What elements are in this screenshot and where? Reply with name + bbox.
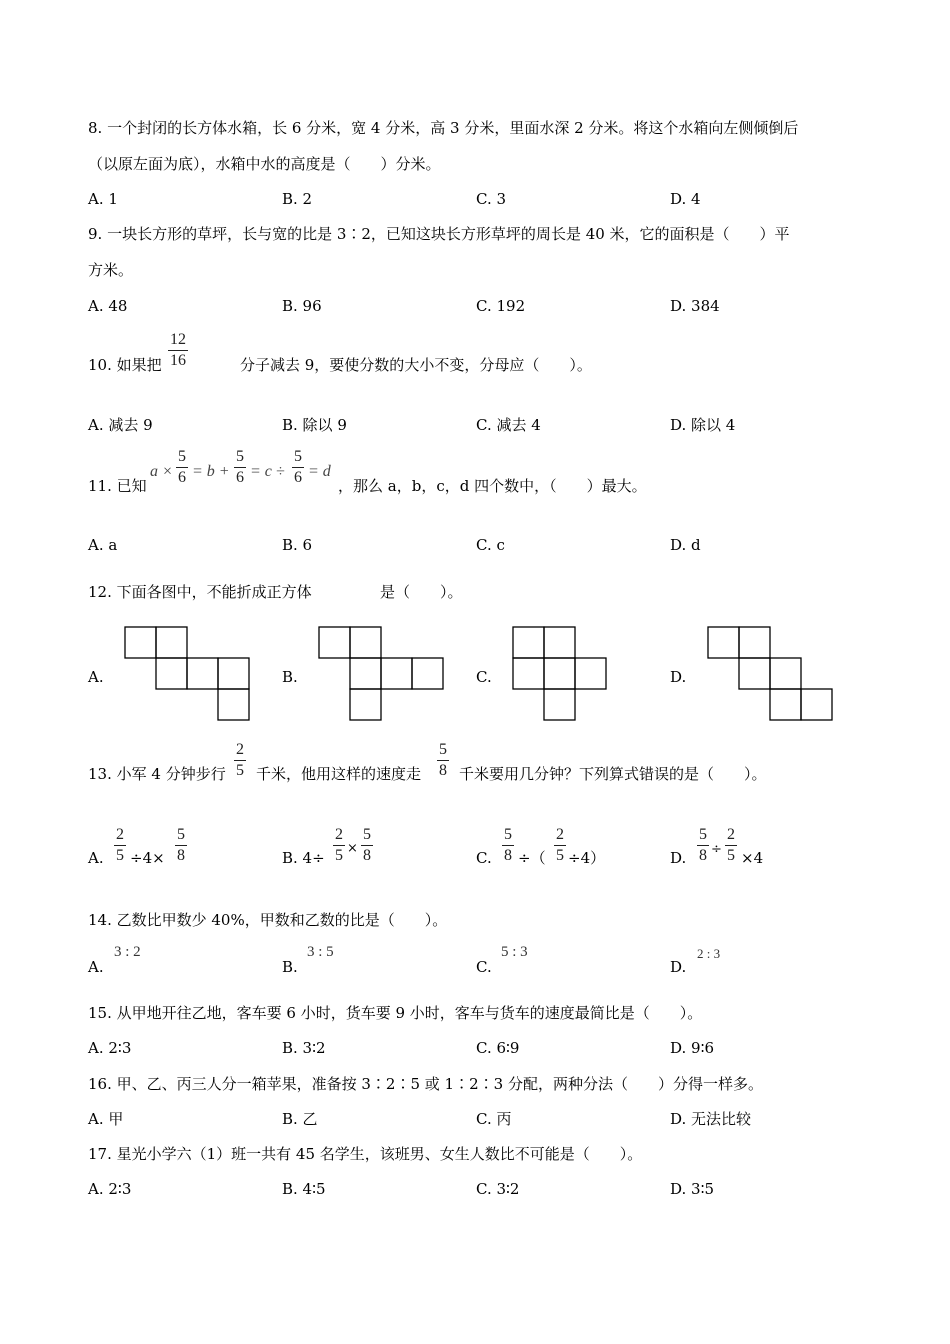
q13-option-c-frac1 [502, 826, 514, 865]
q13-a-f1-den: 5 [116, 847, 124, 864]
q13-a-f2-den: 8 [177, 847, 185, 864]
q9-option-c[interactable]: C. 192 [476, 297, 526, 315]
q13-a-f2-num: 5 [177, 826, 185, 843]
q10-option-b[interactable]: B. 除以 9 [282, 416, 347, 434]
q10-option-a[interactable]: A. 减去 9 [88, 416, 153, 434]
q14-option-a-ratio: 3 : 2 [114, 944, 141, 960]
q13-a-f1-num: 2 [116, 826, 124, 843]
q11-suffix: ，那么 a，b，c，d 四个数中，（ ）最大。 [338, 477, 647, 495]
q13-option-d-op: ÷ [711, 842, 722, 857]
q9-option-a[interactable]: A. 48 [88, 297, 128, 315]
q12-net-d[interactable] [703, 622, 837, 726]
q11-option-b[interactable]: B. 6 [282, 536, 313, 554]
q11-eq-b: = b + [192, 463, 230, 480]
q11-option-d[interactable]: D. d [670, 536, 701, 554]
q11-prefix: 11. 已知 [88, 477, 147, 495]
q17-option-c[interactable]: C. 3∶2 [476, 1180, 520, 1198]
q11-option-c[interactable]: C. c [476, 536, 505, 554]
q10-fraction [168, 331, 188, 370]
q13-option-c-frac2 [554, 826, 566, 865]
q11-fraction-2-numerator: 5 [236, 448, 244, 465]
q12-question-end: 是（ ）。 [380, 583, 463, 601]
q13-prefix: 13. 小军 4 分钟步行 [88, 765, 226, 783]
q12-label-a[interactable]: A. [88, 668, 104, 686]
q11-fraction-1-numerator: 5 [178, 448, 186, 465]
q17-option-a[interactable]: A. 2∶3 [88, 1180, 132, 1198]
q11-eq-a: a × [150, 463, 173, 480]
q12-net-c[interactable] [508, 622, 612, 726]
q13-option-d-label: D. [670, 849, 687, 867]
q13-option-a-frac2 [175, 826, 187, 865]
q15-option-d[interactable]: D. 9∶6 [670, 1039, 715, 1057]
q17-question: 17. 星光小学六（1）班一共有 45 名学生，该班男、女生人数比不可能是（ ）。 [88, 1145, 643, 1163]
q11-eq-c: = c ÷ [250, 463, 285, 480]
q13-b-f1-num: 2 [335, 826, 343, 843]
q11-fraction-1-denominator: 6 [178, 469, 186, 486]
q10-fraction-denominator: 16 [170, 352, 186, 369]
q16-question: 16. 甲、乙、丙三人分一箱苹果，准备按 3∶2∶5 或 1∶2∶3 分配，两种分法（ ）分得一样多。 [88, 1075, 763, 1093]
q13-d-f1-den: 8 [699, 847, 707, 864]
q14-option-b-ratio: 3 : 5 [307, 944, 334, 960]
q13-fraction-2-denominator: 8 [439, 762, 447, 779]
q13-d-f2-den: 5 [727, 847, 735, 864]
q13-option-d-frac2 [725, 826, 737, 865]
q14-option-a-label: A. [88, 958, 104, 976]
q13-fraction-2 [437, 741, 449, 780]
q9-line1: 9. 一块长方形的草坪，长与宽的比是 3∶2，已知这块长方形草坪的周长是 40 米，它的面积是（ ）平 [88, 225, 790, 243]
q10-option-c[interactable]: C. 减去 4 [476, 416, 541, 434]
q13-option-d-frac1 [697, 826, 709, 865]
q15-option-a[interactable]: A. 2∶3 [88, 1039, 132, 1057]
q11-fraction-3-denominator: 6 [294, 469, 302, 486]
q12-question: 12. 下面各图中，不能折成正方体 [88, 583, 312, 601]
q11-fraction-1 [176, 448, 188, 487]
q15-option-c[interactable]: C. 6∶9 [476, 1039, 520, 1057]
q10-prefix: 10. 如果把 [88, 356, 162, 374]
q13-fraction-1-numerator: 2 [236, 741, 244, 758]
q16-option-b[interactable]: B. 乙 [282, 1110, 318, 1128]
q9-line2: 方米。 [88, 261, 134, 279]
q13-c-f1-num: 5 [504, 826, 512, 843]
q14-option-d-ratio: 2 : 3 [697, 946, 721, 961]
q11-fraction-2-denominator: 6 [236, 469, 244, 486]
q13-c-f2-num: 2 [556, 826, 564, 843]
q14-option-d-label: D. [670, 958, 687, 976]
q8-option-b[interactable]: B. 2 [282, 190, 313, 208]
q13-option-b-label: B. 4÷ [282, 849, 325, 867]
q8-option-c[interactable]: C. 3 [476, 190, 507, 208]
q13-option-c-ops: ÷（ [518, 849, 546, 867]
q16-option-c[interactable]: C. 丙 [476, 1110, 512, 1128]
q13-b-f2-den: 8 [363, 847, 371, 864]
q13-c-f2-den: 5 [556, 847, 564, 864]
q12-net-a[interactable] [120, 622, 254, 726]
q15-option-b[interactable]: B. 3∶2 [282, 1039, 326, 1057]
q11-option-a[interactable]: A. a [88, 536, 118, 554]
q11-fraction-2 [234, 448, 246, 487]
q13-mid: 千米，他用这样的速度走 [256, 765, 422, 783]
q14-option-b-label: B. [282, 958, 298, 976]
q13-fraction-1-denominator: 5 [236, 762, 244, 779]
q12-label-d[interactable]: D. [670, 668, 687, 686]
q13-option-a-label: A. [88, 849, 104, 867]
q13-option-b-frac1 [333, 826, 345, 865]
q8-line1: 8. 一个封闭的长方体水箱，长 6 分米，宽 4 分米，高 3 分米，里面水深 2 分米。将这个水箱向左侧倾倒后 [88, 119, 799, 137]
q13-option-a-frac1 [114, 826, 126, 865]
q12-label-c[interactable]: C. [476, 668, 492, 686]
q15-question: 15. 从甲地开往乙地，客车要 6 小时，货车要 9 小时，客车与货车的速度最简比是（ ）。 [88, 1004, 703, 1022]
q13-d-f1-num: 5 [699, 826, 707, 843]
q11-eq-d: = d [308, 463, 331, 480]
q16-option-d[interactable]: D. 无法比较 [670, 1110, 752, 1128]
q8-option-a[interactable]: A. 1 [88, 190, 118, 208]
q17-option-b[interactable]: B. 4∶5 [282, 1180, 326, 1198]
q14-option-c-ratio: 5 : 3 [501, 944, 528, 960]
q11-fraction-3 [292, 448, 304, 487]
q9-option-b[interactable]: B. 96 [282, 297, 322, 315]
q13-option-d-tail: ×4 [741, 849, 764, 867]
q13-option-c-tail: ÷4） [568, 849, 606, 867]
q11-fraction-3-numerator: 5 [294, 448, 302, 465]
q13-b-f1-den: 5 [335, 847, 343, 864]
q10-fraction-numerator: 12 [170, 331, 186, 348]
q8-option-d[interactable]: D. 4 [670, 190, 701, 208]
q10-option-d[interactable]: D. 除以 4 [670, 416, 736, 434]
q13-option-b-op: × [347, 841, 358, 856]
q13-fraction-2-numerator: 5 [439, 741, 447, 758]
q13-b-f2-num: 5 [363, 826, 371, 843]
q10-suffix: 分子减去 9，要使分数的大小不变，分母应（ ）。 [240, 356, 592, 374]
q17-option-d[interactable]: D. 3∶5 [670, 1180, 715, 1198]
q13-d-f2-num: 2 [727, 826, 735, 843]
q14-question: 14. 乙数比甲数少 40%，甲数和乙数的比是（ ）。 [88, 911, 448, 929]
q16-option-a[interactable]: A. 甲 [88, 1110, 124, 1128]
q13-option-a-ops: ÷4× [130, 849, 165, 867]
q13-c-f1-den: 8 [504, 847, 512, 864]
q13-option-c-label: C. [476, 849, 492, 867]
q12-net-b[interactable] [314, 622, 448, 726]
q13-option-b-frac2 [361, 826, 373, 865]
q14-option-c-label: C. [476, 958, 492, 976]
q12-label-b[interactable]: B. [282, 668, 298, 686]
q13-fraction-1 [234, 741, 246, 780]
q8-line2: （以原左面为底），水箱中水的高度是（ ）分米。 [88, 155, 441, 173]
q9-option-d[interactable]: D. 384 [670, 297, 720, 315]
q13-suffix: 千米要用几分钟？下列算式错误的是（ ）。 [459, 765, 767, 783]
